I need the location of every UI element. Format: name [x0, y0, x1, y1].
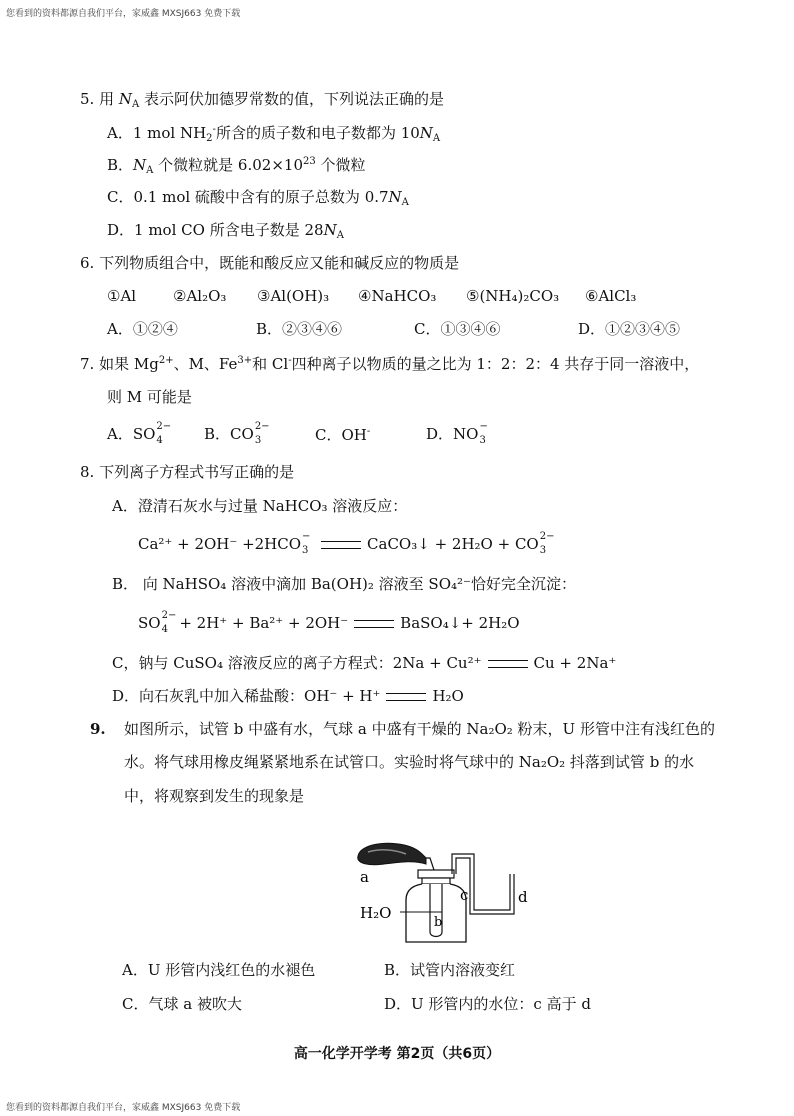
- q7-l1b: 、M、Fe: [173, 355, 238, 373]
- label-d: d: [518, 888, 528, 906]
- q6-option-c: C．①③④⑥: [414, 320, 501, 338]
- q9-line1: 如图所示，试管 b 中盛有水，气球 a 中盛有干燥的 Na₂O₂ 粉末，U 形管中注有浅红色的: [124, 720, 715, 738]
- q9-option-d: D．U 形管内的水位：c 高于 d: [384, 995, 591, 1013]
- q5-stem-b: 表示阿伏加德罗常数的值，下列说法正确的是: [139, 90, 445, 108]
- q7a-supsub: [155, 420, 172, 446]
- q5-number: 5.: [80, 90, 95, 108]
- q6-item-1: ①Al: [107, 287, 137, 305]
- label-c: c: [460, 886, 469, 904]
- q5b-sup: 23: [302, 156, 316, 167]
- q8c-right: Cu + 2Na⁺: [533, 654, 617, 672]
- q7-number: 7.: [80, 355, 95, 373]
- q5d-left: D．1 mol CO 所含电子数是 28: [107, 221, 324, 239]
- q5a-n: N: [419, 124, 433, 142]
- q8-option-d: [112, 689, 464, 704]
- q7-option-a: [107, 420, 172, 446]
- q8-eq-b: [138, 609, 520, 635]
- q8b-sub: 4: [161, 623, 168, 635]
- q7d-text: D．NO: [426, 425, 479, 443]
- q5c-left: C．0.1 mol 硫酸中含有的原子总数为 0.7: [107, 188, 389, 206]
- q7-option-c: [315, 427, 370, 443]
- q5-na: N: [118, 90, 132, 108]
- q8-stem-text: 下列离子方程式书写正确的是: [99, 463, 295, 481]
- q5d-n: N: [323, 221, 337, 239]
- q7-l1c: 和 Cl: [252, 355, 289, 373]
- q5-option-b: [107, 157, 366, 176]
- q8c-left: C，钠与 CuSO₄ 溶液反应的离子方程式：2Na + Cu²⁺: [112, 654, 482, 672]
- q5b-n: N: [133, 156, 147, 174]
- q8-option-a: A．澄清石灰水与过量 NaHCO₃ 溶液反应：: [112, 497, 408, 515]
- q5d-ns: A: [336, 230, 344, 241]
- q7b-supsub: [254, 420, 270, 446]
- bottle-neck: [422, 878, 450, 884]
- q5c-n: N: [388, 188, 402, 206]
- q7-line2: 则 M 可能是: [107, 388, 192, 406]
- q7-l1d: 四种离子以物质的量之比为 1：2：2：4 共存于同一溶液中，: [291, 355, 700, 373]
- q5a-sub: 2: [206, 133, 213, 144]
- q6-stem-text: 下列物质组合中，既能和酸反应又能和碱反应的物质是: [99, 254, 460, 272]
- q5b-right: 个微粒就是 6.02×10: [153, 156, 303, 174]
- watermark-bottom: 您看到的资料都源自我们平台，家威鑫 MXSJ663 免费下载: [6, 1103, 241, 1113]
- q8d-right: H₂O: [432, 687, 464, 705]
- q8b-left-b: + 2H⁺ + Ba²⁺ + 2OH⁻: [174, 614, 349, 632]
- q8d-left: D．向石灰乳中加入稀盐酸：OH⁻ + H⁺: [112, 687, 381, 705]
- q8a-left-supsub: [301, 530, 315, 556]
- q5-option-c: [107, 190, 409, 208]
- q7c-text: C．OH: [315, 426, 367, 444]
- q9-number: 9.: [90, 720, 106, 738]
- q8a-left-sub: 3: [302, 544, 309, 556]
- q8-number: 8.: [80, 463, 95, 481]
- apparatus-diagram: [340, 840, 540, 950]
- q6-item-6: ⑥AlCl₃: [585, 287, 637, 305]
- q7b-sup: 2−: [254, 420, 270, 432]
- q5b-left: B．: [107, 156, 134, 174]
- q7a-sup: 2−: [156, 420, 172, 432]
- q8a-right-sub: 3: [539, 544, 547, 556]
- q8b-sup: 2−: [161, 609, 177, 621]
- q5a-sup: -: [212, 124, 216, 135]
- q7-option-d: [426, 420, 492, 446]
- q8b-right: BaSO₄↓+ 2H₂O: [400, 614, 520, 632]
- q8a-right: CaCO₃↓ + 2H₂O + CO: [367, 535, 539, 553]
- equals-sign: [321, 541, 361, 549]
- q6-option-a: A．①②④: [107, 320, 178, 338]
- q5a-left: A．1 mol NH: [107, 124, 207, 142]
- page-footer: 高一化学开学考 第2页（共6页）: [293, 1046, 501, 1062]
- q5-na-sub: A: [132, 99, 140, 110]
- q8-option-b: B． 向 NaHSO₄ 溶液中滴加 Ba(OH)₂ 溶液至 SO₄²⁻恰好完全沉淀：: [112, 575, 576, 593]
- equals-sign: [488, 660, 528, 668]
- q7d-sup: −: [479, 420, 488, 432]
- q9-line3: 中，将观察到发生的现象是: [124, 787, 305, 805]
- q7-option-b: [204, 420, 270, 446]
- equals-sign: [386, 693, 426, 701]
- q5c-ns: A: [401, 197, 409, 208]
- q9-option-c: C．气球 a 被吹大: [122, 995, 242, 1013]
- q9-option-b: B．试管内溶液变红: [384, 961, 516, 979]
- q7-stem: [80, 356, 699, 372]
- q8b-supsub: [161, 609, 177, 635]
- q5a-right: 所含的质子数和电子数都为 10: [215, 124, 420, 142]
- watermark-top: 您看到的资料都源自我们平台，家威鑫 MXSJ663 免费下载: [6, 9, 241, 19]
- q7d-supsub: [478, 420, 492, 446]
- q6-item-4: ④NaHCO₃: [358, 287, 437, 305]
- q8a-left-sup: −: [302, 530, 311, 542]
- q9-option-a: A．U 形管内浅红色的水褪色: [122, 961, 316, 979]
- q6-option-b: B．②③④⑥: [256, 320, 343, 338]
- label-a: a: [360, 868, 369, 886]
- q8-eq-a: [138, 530, 555, 556]
- balloon-shape: [358, 843, 426, 864]
- q6-item-3: ③Al(OH)₃: [257, 287, 330, 305]
- q7b-sub: 3: [254, 434, 262, 446]
- q8-option-c: [112, 656, 616, 671]
- q8-stem: [80, 465, 294, 480]
- q5-option-a: [107, 125, 440, 144]
- q7-l1a: 如果 Mg: [99, 355, 159, 373]
- q5-stem-a: 用: [99, 90, 119, 108]
- q5b-ns: A: [146, 165, 154, 176]
- q5a-ns: A: [432, 133, 441, 144]
- balloon-neck: [426, 858, 434, 870]
- q6-number: 6.: [80, 254, 95, 272]
- q6-stem: [80, 256, 459, 271]
- q7a-sub: 4: [156, 434, 163, 446]
- q7-sup2: 3+: [237, 355, 253, 366]
- q9-line2: 水。将气球用橡皮绳紧紧地系在试管口。实验时将气球中的 Na₂O₂ 抖落到试管 b 的水: [124, 753, 695, 771]
- q7a-text: A．SO: [107, 425, 156, 443]
- q6-item-2: ②Al₂O₃: [173, 287, 227, 305]
- equals-sign: [354, 620, 394, 628]
- q6-option-d: D．①②③④⑤: [578, 320, 681, 338]
- label-b: b: [434, 915, 443, 930]
- q8a-right-sup: 2−: [539, 530, 555, 542]
- q7-sup3: -: [288, 355, 292, 366]
- q5-option-d: [107, 223, 344, 241]
- q8b-left-a: SO: [138, 614, 161, 632]
- q7c-sup: -: [366, 426, 371, 437]
- q7-sup1: 2+: [158, 355, 174, 366]
- q5-stem: [80, 92, 444, 110]
- q6-item-5: ⑤(NH₄)₂CO₃: [466, 287, 560, 305]
- q8a-right-supsub: [539, 530, 555, 556]
- q7b-text: B．CO: [204, 425, 254, 443]
- q7d-sub: 3: [479, 434, 486, 446]
- q8a-left: Ca²⁺ + 2OH⁻ +2HCO: [138, 535, 302, 553]
- label-h2o: H₂O: [360, 904, 392, 922]
- stopper: [418, 870, 454, 878]
- q5b-right2: 个微粒: [315, 156, 366, 174]
